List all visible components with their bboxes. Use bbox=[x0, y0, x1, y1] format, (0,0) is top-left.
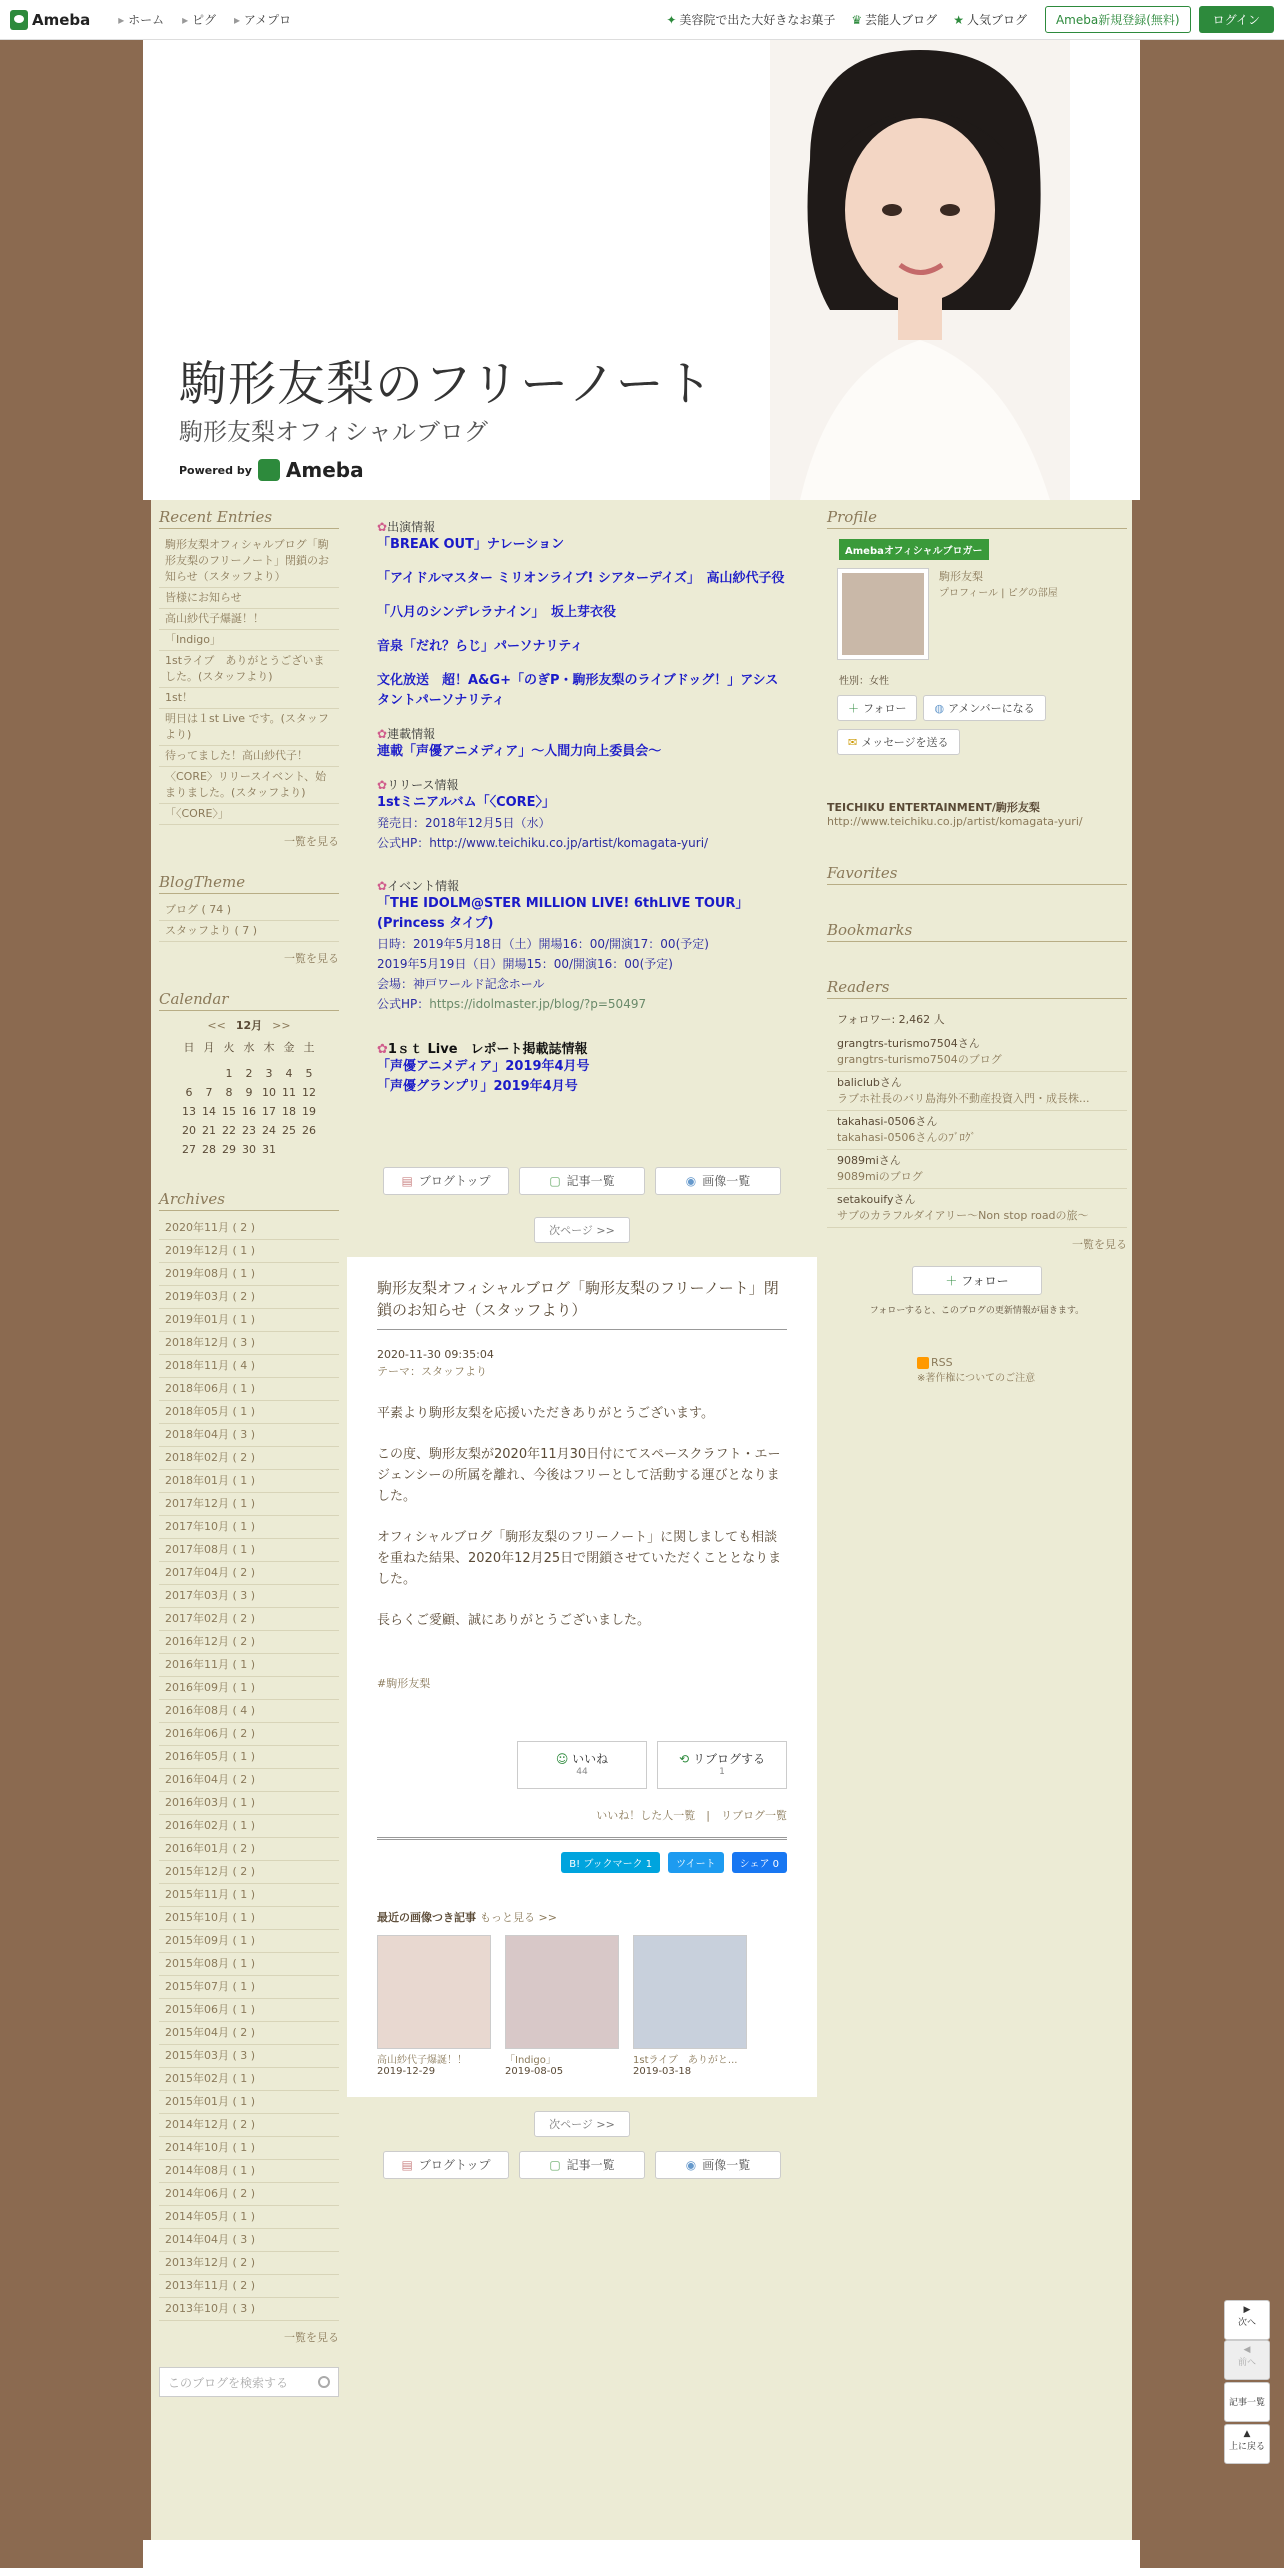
ameba-logo[interactable]: Ameba bbox=[10, 10, 90, 30]
calendar-day: 5 bbox=[305, 1067, 313, 1080]
recent-entry[interactable]: 1stライブ ありがとうございました。(スタッフより) bbox=[159, 651, 339, 688]
archive-item[interactable]: 2019年01月 ( 1 ) bbox=[159, 1309, 339, 1332]
archive-item[interactable]: 2019年08月 ( 1 ) bbox=[159, 1263, 339, 1286]
reader-name[interactable]: baliclubさん bbox=[837, 1076, 902, 1089]
archive-item[interactable]: 2016年12月 ( 2 ) bbox=[159, 1631, 339, 1654]
prev-arrow-icon: ◀ bbox=[1243, 2345, 1251, 2355]
blog-header bbox=[143, 40, 1140, 500]
article-title[interactable]: 駒形友梨オフィシャルブログ「駒形友梨のフリーノート」閉鎖のお知らせ（スタッフより） bbox=[377, 1277, 787, 1330]
hashtag[interactable]: #駒形友梨 bbox=[377, 1677, 431, 1690]
archive-item[interactable]: 2015年08月 ( 1 ) bbox=[159, 1953, 339, 1976]
flower-icon: ✿ bbox=[377, 1042, 388, 1057]
calendar-day: 25 bbox=[282, 1124, 296, 1137]
blog-subtitle: 駒形友梨オフィシャルブログ bbox=[179, 418, 488, 446]
calendar-weekday: 火 bbox=[223, 1041, 235, 1054]
archive-item[interactable]: 2013年10月 ( 3 ) bbox=[159, 2298, 339, 2321]
calendar-day: 29 bbox=[222, 1143, 236, 1156]
archive-item[interactable]: 2016年01月 ( 2 ) bbox=[159, 1838, 339, 1861]
archive-item[interactable]: 2018年06月 ( 1 ) bbox=[159, 1378, 339, 1401]
teichiku-label: TEICHIKU ENTERTAINMENT/駒形友梨 bbox=[827, 801, 1040, 814]
calendar-day: 16 bbox=[242, 1105, 256, 1118]
thumb-image[interactable] bbox=[505, 1935, 619, 2049]
next-entry-button[interactable]: ▶ 次へ bbox=[1224, 2300, 1270, 2340]
archive-item[interactable]: 2015年07月 ( 1 ) bbox=[159, 1976, 339, 1999]
reader-blog[interactable]: サブのカラフルダイアリー～Non stop roadの旅～ bbox=[837, 1209, 1089, 1222]
reader-blog[interactable]: grangtrs-turismo7504のブログ bbox=[837, 1053, 1002, 1066]
calendar-day: 27 bbox=[182, 1143, 196, 1156]
thumb-image[interactable] bbox=[377, 1935, 491, 2049]
follow-button[interactable]: ＋ フォロー bbox=[912, 1266, 1042, 1295]
gender: 性別：女性 bbox=[839, 676, 889, 687]
ameba-logo-icon bbox=[10, 10, 28, 30]
article: 駒形友梨オフィシャルブログ「駒形友梨のフリーノート」閉鎖のお知らせ（スタッフより） 2020-11-30 09:35:04 テーマ：スタッフより 平素より駒形友梨を応援いただきありがとうございます。 この度、駒形友梨が2020年11月30日付にてスペースクラフト・エージェンシーの所属を離れ、今後はフリーとして活動する運びとなりました。 オフィシャルブログ「駒形友梨のフリーノート」に関しましても相談を重ねた結果、2020年12月25日で閉鎖させていただくこととなりました。 長らくご愛顧、誠にありがとうございました。 #駒形友梨 ☺ いいね 44 ⟲ リブログする 1 いいね！した人一覧 | リブログ一覧 B! ブックマーク 1 ツイート シェア 0 最近の画像つき記事 もっと見る >> 高山紗代子爆誕！！ 2019-12-29 「Indigo」 2019-08-05 1stライブ ありがと... 2019-03-18 bbox=[347, 1257, 817, 2097]
archive-item[interactable]: 2016年02月 ( 1 ) bbox=[159, 1815, 339, 1838]
content-area bbox=[151, 500, 1132, 2540]
next-page-button[interactable]: 次ページ >> bbox=[534, 1217, 630, 1243]
celeb-blog-link[interactable]: ♛ 芸能人ブログ bbox=[851, 13, 938, 27]
reader-item[interactable] bbox=[827, 1111, 1127, 1150]
image-list-button[interactable]: ◉ 画像一覧 bbox=[655, 1167, 781, 1195]
hatena-bookmark-button[interactable]: B! ブックマーク 1 bbox=[561, 1852, 660, 1873]
calendar-day: 28 bbox=[202, 1143, 216, 1156]
teichiku-link[interactable]: http://www.teichiku.co.jp/artist/komagata-yuri/ bbox=[827, 815, 1083, 828]
calendar-day bbox=[179, 1067, 199, 1080]
reader-name[interactable]: grangtrs-turismo7504さん bbox=[837, 1037, 980, 1050]
calendar-prev[interactable]: << bbox=[207, 1019, 226, 1032]
recent-entry[interactable]: 1st！ bbox=[159, 688, 339, 709]
right-sidebar bbox=[827, 508, 1127, 1384]
footer-strip bbox=[143, 2540, 1140, 2568]
archives-more-link[interactable]: 一覧を見る bbox=[284, 2331, 339, 2344]
avatar[interactable] bbox=[837, 568, 929, 660]
theme-more-link[interactable]: 一覧を見る bbox=[284, 952, 339, 965]
calendar-day: 20 bbox=[182, 1124, 196, 1137]
sparkle-icon: ✦ bbox=[666, 13, 677, 27]
calendar-day: 9 bbox=[245, 1086, 253, 1099]
calendar-day: 23 bbox=[242, 1124, 256, 1137]
archive-item[interactable]: 2015年10月 ( 1 ) bbox=[159, 1907, 339, 1930]
archive-item[interactable]: 2016年03月 ( 1 ) bbox=[159, 1792, 339, 1815]
archive-item[interactable]: 2015年01月 ( 1 ) bbox=[159, 2091, 339, 2114]
archive-item[interactable]: 2013年11月 ( 2 ) bbox=[159, 2275, 339, 2298]
camera-icon: ◉ bbox=[685, 2158, 697, 2172]
archive-item[interactable]: 2019年03月 ( 2 ) bbox=[159, 1286, 339, 1309]
archive-item[interactable]: 2020年11月 ( 2 ) bbox=[159, 1217, 339, 1240]
theme-item[interactable]: ブログ ( 74 ) bbox=[159, 900, 339, 921]
calendar-weekday: 金 bbox=[283, 1041, 295, 1054]
up-arrow-icon: ▲ bbox=[1243, 2429, 1251, 2439]
flower-icon: ✿ bbox=[377, 879, 388, 893]
register-button[interactable]: Ameba新規登録(無料) bbox=[1045, 6, 1191, 33]
reader-blog[interactable]: takahasi-0506さんのﾌﾞﾛｸﾞ bbox=[837, 1131, 976, 1144]
recent-entry[interactable]: 待ってました！高山紗代子！ bbox=[159, 746, 339, 767]
star-icon: ★ bbox=[953, 13, 964, 27]
reader-name[interactable]: 9089miさん bbox=[837, 1154, 901, 1167]
nav-home[interactable]: ▸ ホーム bbox=[118, 11, 164, 28]
calendar bbox=[159, 1017, 339, 1156]
archive-item[interactable]: 2015年04月 ( 2 ) bbox=[159, 2022, 339, 2045]
recent-entry[interactable]: 高山紗代子爆誕！！ bbox=[159, 609, 339, 630]
archive-item[interactable]: 2016年08月 ( 4 ) bbox=[159, 1700, 339, 1723]
archive-item[interactable]: 2019年12月 ( 1 ) bbox=[159, 1240, 339, 1263]
reader-item[interactable] bbox=[827, 1150, 1127, 1189]
follow-button[interactable]: ＋ フォロー bbox=[837, 695, 917, 721]
recent-thumb[interactable]: 「Indigo」 2019-08-05 bbox=[505, 1935, 619, 2077]
liked-users-link[interactable]: いいね！した人一覧 bbox=[596, 1809, 696, 1822]
powered-by: Powered by Ameba bbox=[179, 458, 364, 482]
popular-blog-link[interactable]: ★ 人気ブログ bbox=[953, 13, 1027, 27]
archive-item[interactable]: 2018年04月 ( 3 ) bbox=[159, 1424, 339, 1447]
entry-list-button[interactable]: ▢ 記事一覧 bbox=[519, 1167, 645, 1195]
archive-item[interactable]: 2015年02月 ( 1 ) bbox=[159, 2068, 339, 2091]
calendar-day: 8 bbox=[225, 1086, 233, 1099]
calendar-day: 21 bbox=[202, 1124, 216, 1137]
calendar-day: 22 bbox=[222, 1124, 236, 1137]
recent-entry[interactable]: 駒形友梨オフィシャルブログ「駒形友梨のフリーノート」閉鎖のお知らせ（スタッフより） bbox=[159, 535, 339, 588]
next-arrow-icon: ▶ bbox=[1243, 2305, 1251, 2315]
calendar-day: 19 bbox=[302, 1105, 316, 1118]
calendar-day: 12 bbox=[302, 1086, 316, 1099]
recent-more-link[interactable]: 一覧を見る bbox=[284, 835, 339, 848]
official-blogger-badge: Amebaオフィシャルブロガー bbox=[839, 539, 989, 560]
main-column bbox=[347, 500, 817, 2179]
crown-icon: ♛ bbox=[851, 13, 863, 27]
archive-item[interactable]: 2014年08月 ( 1 ) bbox=[159, 2160, 339, 2183]
back-to-top-button[interactable]: ▲ 上に戻る bbox=[1224, 2424, 1270, 2464]
calendar-day: 2 bbox=[245, 1067, 253, 1080]
calendar-weekday: 日 bbox=[183, 1041, 195, 1054]
archive-item[interactable]: 2015年12月 ( 2 ) bbox=[159, 1861, 339, 1884]
calendar-weekday: 木 bbox=[263, 1041, 275, 1054]
mail-icon: ✉ bbox=[848, 736, 858, 749]
nav-amepro[interactable]: ▸ アメプロ bbox=[234, 11, 291, 28]
archive-item[interactable]: 2017年03月 ( 3 ) bbox=[159, 1585, 339, 1608]
archive-item[interactable]: 2018年12月 ( 3 ) bbox=[159, 1332, 339, 1355]
search-icon[interactable] bbox=[318, 2376, 330, 2388]
smile-icon: ☺ bbox=[555, 1752, 569, 1766]
calendar-day: 3 bbox=[265, 1067, 273, 1080]
calendar-day: 26 bbox=[302, 1124, 316, 1137]
blog-search[interactable] bbox=[159, 2367, 339, 2397]
facebook-share-button[interactable]: シェア 0 bbox=[732, 1852, 787, 1873]
nav-pigg[interactable]: ▸ ピグ bbox=[182, 11, 216, 28]
theme-item[interactable]: スタッフより ( 7 ) bbox=[159, 921, 339, 942]
calendar-day: 24 bbox=[262, 1124, 276, 1137]
flower-icon: ✿ bbox=[377, 778, 388, 792]
follow-note: フォローすると、このブログの更新情報が届きます。 bbox=[869, 1306, 1085, 1316]
like-button[interactable]: ☺ いいね 44 bbox=[517, 1741, 647, 1789]
recent-entry[interactable]: 〈CORE〉リリースイベント、始まりました。(スタッフより) bbox=[159, 767, 339, 804]
thumb-image[interactable] bbox=[633, 1935, 747, 2049]
calendar-day bbox=[299, 1143, 319, 1156]
calendar-day: 31 bbox=[262, 1143, 276, 1156]
archive-item[interactable]: 2014年04月 ( 3 ) bbox=[159, 2229, 339, 2252]
recent-thumb[interactable]: 1stライブ ありがと... 2019-03-18 bbox=[633, 1935, 747, 2077]
favorites-heading: Favorites bbox=[827, 864, 1127, 885]
info-block: ✿出演情報 「BREAK OUT」ナレーション 「アイドルマスター ミリオンライブ! シアターデイズ」 高山紗代子役 「八月のシンデレラナイン」 坂上芽衣役 音泉「だれ？らじ」パーソナリティ 文化放送 超！A&G+「のぎP・駒形友梨のライブドッグ！」アシスタントパーソナリティ ✿連載情報 連載「声優アニメディア」～人間力向上委員会～ ✿リリース情報 1stミニアルバム「〈CORE〉」 発売日：2018年12月5日（水） 公式HP：http://www.teichiku.co.jp/artist/komagata-yuri/ ✿イベント情報 「THE IDOLM@STER MILLION LIVE! 6thLIVE TOUR」(Princess タイプ) 日時：2019年5月18日（土）開場16：00/開演17：00(予定) 2019年5月19日（日）開場15：00/開演16：00(予定) 会場：神戸ワールド記念ホール 公式HP：https://idolmaster.jp/blog/?p=50497 ✿1ｓｔ Live レポート掲載誌情報 「声優アニメディア」2019年4月号 「声優グランプリ」2019年4月号 bbox=[377, 520, 785, 1094]
entry-list-button[interactable]: ▢ 記事一覧 bbox=[519, 2151, 645, 2179]
archive-item[interactable]: 2018年01月 ( 1 ) bbox=[159, 1470, 339, 1493]
amember-button[interactable]: ◍ アメンバーになる bbox=[923, 695, 1045, 721]
calendar-icon: ▤ bbox=[401, 2158, 413, 2172]
calendar-weekday: 月 bbox=[203, 1041, 215, 1054]
recent-entry[interactable]: 明日は１st Live です。(スタッフより) bbox=[159, 709, 339, 746]
archive-item[interactable]: 2017年02月 ( 2 ) bbox=[159, 1608, 339, 1631]
article-date: 2020-11-30 09:35:04 bbox=[377, 1348, 494, 1361]
archive-item[interactable]: 2018年02月 ( 2 ) bbox=[159, 1447, 339, 1470]
reader-name[interactable]: setakouifyさん bbox=[837, 1193, 916, 1206]
calendar-heading: Calendar bbox=[159, 990, 339, 1011]
archive-item[interactable]: 2017年12月 ( 1 ) bbox=[159, 1493, 339, 1516]
calendar-day: 7 bbox=[205, 1086, 213, 1099]
reader-blog[interactable]: ラブホ社長のバリ島海外不動産投資入門・成長株... bbox=[837, 1092, 1090, 1105]
profile-heading: Profile bbox=[827, 508, 1127, 529]
calendar-day: 15 bbox=[222, 1105, 236, 1118]
calendar-month: 12月 bbox=[235, 1019, 263, 1032]
calendar-weekday: 土 bbox=[303, 1041, 315, 1054]
archive-item[interactable]: 2016年11月 ( 1 ) bbox=[159, 1654, 339, 1677]
archive-item[interactable]: 2013年12月 ( 2 ) bbox=[159, 2252, 339, 2275]
profile-name[interactable]: 駒形友梨 bbox=[939, 570, 983, 583]
archives-heading: Archives bbox=[159, 1190, 339, 1211]
archive-item[interactable]: 2015年11月 ( 1 ) bbox=[159, 1884, 339, 1907]
tweet-button[interactable]: ツイート bbox=[668, 1852, 724, 1873]
archive-item[interactable]: 2018年05月 ( 1 ) bbox=[159, 1401, 339, 1424]
reader-item[interactable] bbox=[827, 1072, 1127, 1111]
calendar-day: 10 bbox=[262, 1086, 276, 1099]
calendar-weekday: 水 bbox=[243, 1041, 255, 1054]
calendar-day: 6 bbox=[185, 1086, 193, 1099]
calendar-day: 17 bbox=[262, 1105, 276, 1118]
login-button[interactable]: ログイン bbox=[1199, 6, 1274, 33]
archive-item[interactable]: 2017年10月 ( 1 ) bbox=[159, 1516, 339, 1539]
blog-top-button[interactable]: ▤ ブログトップ bbox=[383, 2151, 509, 2179]
member-icon: ◍ bbox=[934, 702, 945, 715]
flower-icon: ✿ bbox=[377, 727, 388, 741]
entry-list-side-button[interactable]: 記事一覧 bbox=[1224, 2382, 1270, 2422]
rss-link[interactable]: RSS bbox=[931, 1356, 953, 1369]
readers-more-link[interactable]: 一覧を見る bbox=[1072, 1238, 1127, 1251]
blog-top-button[interactable]: ▤ ブログトップ bbox=[383, 1167, 509, 1195]
topic-link[interactable]: ✦ 美容院で出た大好きなお菓子 bbox=[666, 13, 836, 27]
archive-item[interactable]: 2014年10月 ( 1 ) bbox=[159, 2137, 339, 2160]
archive-item[interactable]: 2018年11月 ( 4 ) bbox=[159, 1355, 339, 1378]
blog-title[interactable]: 駒形友梨のフリーノート bbox=[179, 356, 714, 412]
reader-blog[interactable]: 9089miのブログ bbox=[837, 1170, 923, 1183]
recent-more-link[interactable]: もっと見る >> bbox=[480, 1911, 557, 1924]
article-body: 平素より駒形友梨を応援いただきありがとうございます。 この度、駒形友梨が2020年11月30日付にてスペースクラフト・エージェンシーの所属を離れ、今後はフリーとして活動する運びとなりました。 オフィシャルブログ「駒形友梨のフリーノート」に関しましても相談を重ねた結果、2020年12月25日で閉鎖させていただくこととなりました。 長らくご愛顧、誠にありがとうございました。 bbox=[377, 1406, 782, 1628]
rss-icon bbox=[917, 1357, 929, 1369]
theme-heading: BlogTheme bbox=[159, 873, 339, 894]
header-photo bbox=[770, 40, 1070, 500]
calendar-icon: ▤ bbox=[401, 1174, 413, 1188]
article-theme[interactable]: テーマ：スタッフより bbox=[377, 1365, 487, 1378]
readers-heading: Readers bbox=[827, 978, 1127, 999]
archive-item[interactable]: 2017年04月 ( 2 ) bbox=[159, 1562, 339, 1585]
blog-nav bbox=[347, 1167, 817, 1195]
reblog-list-link[interactable]: リブログ一覧 bbox=[721, 1809, 787, 1822]
calendar-day bbox=[279, 1143, 299, 1156]
archive-item[interactable]: 2016年04月 ( 2 ) bbox=[159, 1769, 339, 1792]
recent-entry[interactable]: 皆様にお知らせ bbox=[159, 588, 339, 609]
image-list-button[interactable]: ◉ 画像一覧 bbox=[655, 2151, 781, 2179]
calendar-day bbox=[199, 1067, 219, 1080]
archive-item[interactable]: 2014年06月 ( 2 ) bbox=[159, 2183, 339, 2206]
calendar-day: 13 bbox=[182, 1105, 196, 1118]
calendar-day: 4 bbox=[285, 1067, 293, 1080]
archive-item[interactable]: 2016年06月 ( 2 ) bbox=[159, 1723, 339, 1746]
flower-icon: ✿ bbox=[377, 520, 388, 534]
copyright-note[interactable]: ※著作権についてのご注意 bbox=[917, 1373, 1036, 1384]
calendar-day: 1 bbox=[225, 1067, 233, 1080]
archive-item[interactable]: 2016年09月 ( 1 ) bbox=[159, 1677, 339, 1700]
bookmarks-heading: Bookmarks bbox=[827, 921, 1127, 942]
reader-item[interactable] bbox=[827, 1033, 1127, 1072]
calendar-day: 11 bbox=[282, 1086, 296, 1099]
calendar-day: 18 bbox=[282, 1105, 296, 1118]
top-bar bbox=[0, 0, 1284, 40]
archive-item[interactable]: 2015年06月 ( 1 ) bbox=[159, 1999, 339, 2022]
recent-thumb[interactable]: 高山紗代子爆誕！！ 2019-12-29 bbox=[377, 1935, 491, 2077]
archive-item[interactable]: 2014年05月 ( 1 ) bbox=[159, 2206, 339, 2229]
calendar-next[interactable]: >> bbox=[272, 1019, 291, 1032]
document-icon: ▢ bbox=[549, 2158, 561, 2172]
reader-item[interactable] bbox=[827, 1189, 1127, 1228]
calendar-day: 30 bbox=[242, 1143, 256, 1156]
camera-icon: ◉ bbox=[685, 1174, 697, 1188]
archive-item[interactable]: 2015年09月 ( 1 ) bbox=[159, 1930, 339, 1953]
next-page-button[interactable]: 次ページ >> bbox=[534, 2111, 630, 2137]
archive-item[interactable]: 2015年03月 ( 3 ) bbox=[159, 2045, 339, 2068]
follower-count: フォロワー: 2,462 人 bbox=[837, 1013, 945, 1026]
reader-name[interactable]: takahasi-0506さん bbox=[837, 1115, 938, 1128]
calendar-day: 14 bbox=[202, 1105, 216, 1118]
plus-icon: ＋ bbox=[945, 1274, 962, 1288]
profile-links[interactable]: プロフィール | ピグの部屋 bbox=[939, 588, 1058, 599]
reblog-button[interactable]: ⟲ リブログする 1 bbox=[657, 1741, 787, 1789]
document-icon: ▢ bbox=[549, 1174, 561, 1188]
archive-item[interactable]: 2016年05月 ( 1 ) bbox=[159, 1746, 339, 1769]
recent-heading: Recent Entries bbox=[159, 508, 339, 529]
reblog-icon: ⟲ bbox=[679, 1752, 690, 1766]
ameba-mark-icon bbox=[258, 459, 280, 481]
search-input[interactable]: このブログを検索する bbox=[168, 2375, 289, 2390]
message-button[interactable]: ✉ メッセージを送る bbox=[837, 729, 960, 755]
plus-icon: ＋ bbox=[848, 702, 859, 715]
blog-nav bbox=[347, 2151, 817, 2179]
recent-entry[interactable]: 「Indigo」 bbox=[159, 630, 339, 651]
prev-entry-button[interactable]: ◀ 前へ bbox=[1224, 2340, 1270, 2380]
archive-item[interactable]: 2014年12月 ( 2 ) bbox=[159, 2114, 339, 2137]
left-sidebar bbox=[159, 508, 339, 2397]
archive-item[interactable]: 2017年08月 ( 1 ) bbox=[159, 1539, 339, 1562]
recent-entry[interactable]: 「〈CORE〉」 bbox=[159, 804, 339, 825]
